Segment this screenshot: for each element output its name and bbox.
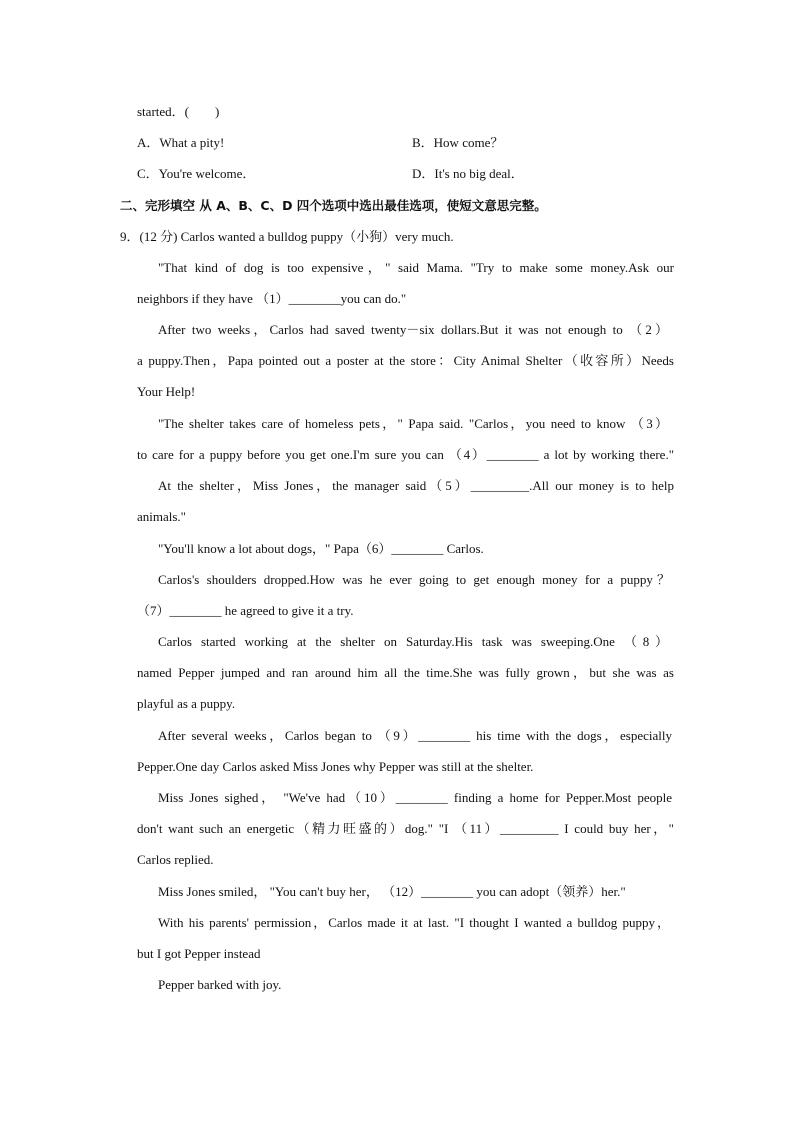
passage-line: After two weeks，Carlos had saved twenty－six dollars.But it was not enough to （2） bbox=[158, 322, 668, 337]
passage-line: Carlos's shoulders dropped.How was he ever going to get enough money for a puppy？ bbox=[158, 572, 670, 587]
passage-line: Miss Jones smiled， "You can't buy her， （12）________ you can adopt（领养）her." bbox=[158, 884, 626, 899]
passage-line: playful as a puppy. bbox=[137, 696, 236, 711]
passage-line: （7）________ he agreed to give it a try. bbox=[137, 603, 354, 618]
passage-line: With his parents' permission，Carlos made it at last. "I thought I wanted a bulldog puppy， bbox=[158, 915, 670, 930]
section2-heading: 二、完形填空 从 A、B、C、D 四个选项中选出最佳选项，使短文意思完整。 bbox=[120, 198, 547, 213]
question8-stem-tail: started．( ) bbox=[137, 104, 220, 119]
passage-line: "You'll know a lot about dogs，" Papa（6）________ Carlos. bbox=[158, 541, 484, 556]
passage-line: don't want such an energetic（精力旺盛的）dog." "I （11）_________ I could buy her，" bbox=[137, 821, 674, 836]
passage-line: Carlos replied. bbox=[137, 852, 214, 867]
passage-line: animals." bbox=[137, 509, 186, 524]
passage-line: Pepper barked with joy. bbox=[158, 977, 282, 992]
passage-line: Miss Jones sighed， "We've had（10）________ finding a home for Pepper.Most people bbox=[158, 790, 672, 805]
passage-line: named Pepper jumped and ran around him all the time.She was fully grown，but she was as bbox=[137, 665, 674, 680]
passage-line: neighbors if they have （1）________you can do." bbox=[137, 291, 407, 306]
passage-line: "That kind of dog is too expensive，" said Mama. "Try to make some money.Ask our bbox=[158, 260, 674, 275]
passage-line: Carlos started working at the shelter on Saturday.His task was sweeping.One （8） bbox=[158, 634, 668, 649]
option-c: C．You're welcome． bbox=[137, 166, 256, 181]
passage-line: but I got Pepper instead bbox=[137, 946, 261, 961]
passage-line: Your Help! bbox=[137, 384, 196, 399]
passage-line: After several weeks，Carlos began to （9）________ his time with the dogs，especially bbox=[158, 728, 672, 743]
question9-title: 9．(12 分) Carlos wanted a bulldog puppy（小狗）very much. bbox=[120, 229, 454, 244]
option-b: B．How come？ bbox=[412, 135, 504, 150]
passage-line: a puppy.Then，Papa pointed out a poster at the store：City Animal Shelter（收容所）Needs bbox=[137, 353, 674, 368]
passage-line: "The shelter takes care of homeless pets，" Papa said. "Carlos，you need to know （3） bbox=[158, 416, 668, 431]
passage-line: At the shelter，Miss Jones，the manager said（5）_________.All our money is to help bbox=[158, 478, 674, 493]
option-a: A．What a pity! bbox=[137, 135, 225, 150]
passage-line: Pepper.One day Carlos asked Miss Jones why Pepper was still at the shelter. bbox=[137, 759, 534, 774]
option-d: D．It's no big deal． bbox=[412, 166, 524, 181]
passage-line: to care for a puppy before you get one.I'm sure you can （4）________ a lot by working there." bbox=[137, 447, 674, 462]
